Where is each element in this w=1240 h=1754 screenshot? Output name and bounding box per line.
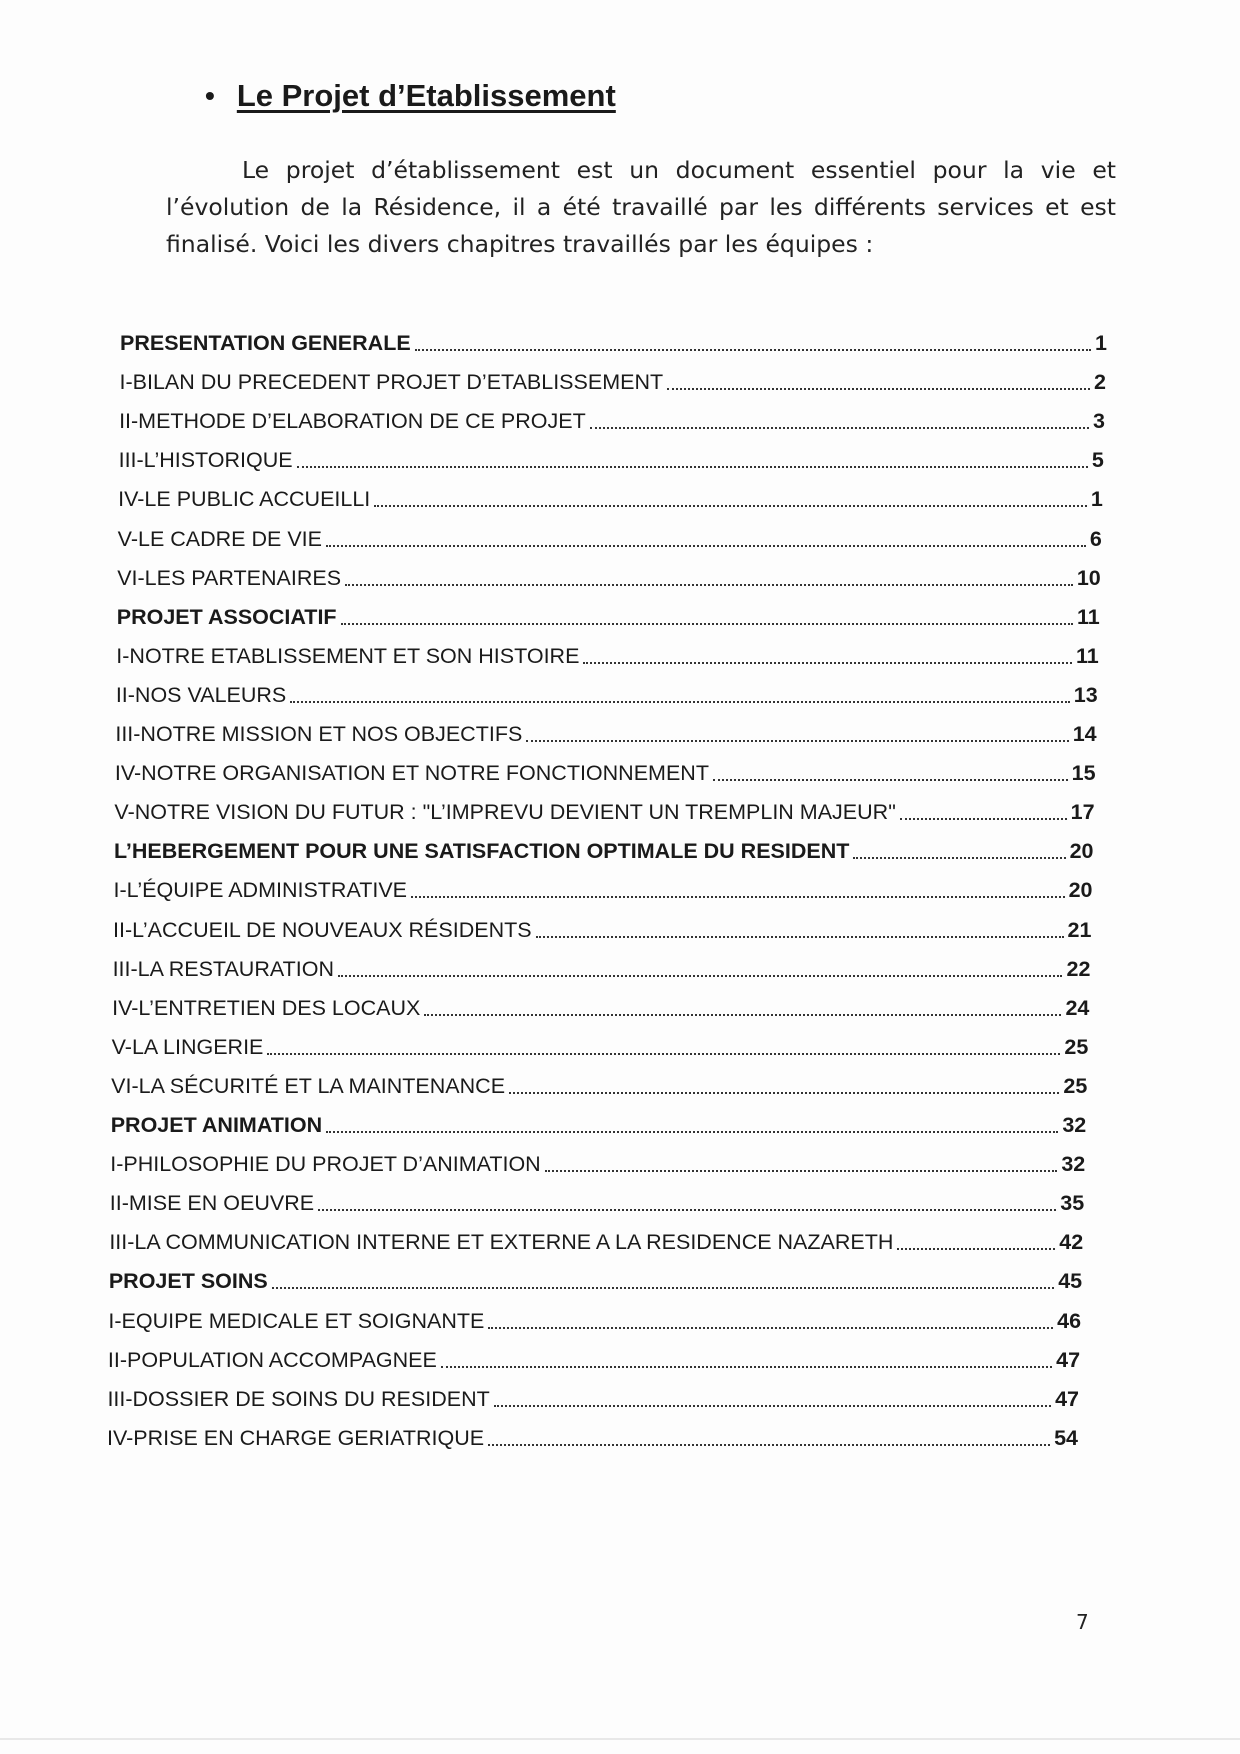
toc-entry [109, 1260, 1082, 1294]
toc-entry-page: 21 [1067, 917, 1092, 942]
toc-entry-label: III-LA RESTAURATION [112, 956, 334, 981]
toc-leader-dots [341, 623, 1073, 625]
toc-entry-page: 24 [1065, 995, 1090, 1020]
bullet-icon: • [205, 80, 215, 111]
toc-entry-page: 2 [1093, 370, 1106, 395]
toc-leader-dots [488, 1327, 1053, 1329]
toc-entry-label: III-L’HISTORIQUE [118, 448, 293, 473]
toc-entry-page: 25 [1064, 1034, 1089, 1059]
toc-entry [112, 1026, 1089, 1060]
toc-entry-label: IV-PRISE EN CHARGE GERIATRIQUE [107, 1425, 485, 1450]
toc-leader-dots [667, 388, 1090, 390]
toc-entry-label: PROJET SOINS [108, 1269, 268, 1294]
page-bottom-edge [0, 1738, 1240, 1740]
toc-entry-label: L’HEBERGEMENT POUR UNE SATISFACTION OPTIMALE DU RESIDENT [113, 839, 850, 864]
toc-entry-label: VI-LA SÉCURITÉ ET LA MAINTENANCE [111, 1073, 506, 1098]
toc-entry-label: PROJET ASSOCIATIF [116, 604, 337, 629]
toc-entry-page: 42 [1059, 1230, 1084, 1255]
toc-entry [115, 713, 1096, 747]
toc-entry-page: 11 [1075, 643, 1099, 668]
toc-entry-page: 6 [1089, 526, 1102, 551]
toc-entry-label: I-NOTRE ETABLISSEMENT ET SON HISTOIRE [116, 643, 580, 668]
toc-leader-dots [411, 896, 1065, 898]
toc-leader-dots [494, 1405, 1051, 1407]
toc-leader-dots [272, 1287, 1054, 1289]
toc-entry [116, 635, 1098, 669]
toc-entry-page: 32 [1061, 1152, 1086, 1177]
intro-paragraph: Le projet d’établissement est un document essentiel pour la vie et l’évolution de la Résidence, il a été travaillé par les différents services et est finalisé. Voici les divers chapitres travaillés par les équipes : [166, 156, 1116, 258]
toc-entry-label: I-BILAN DU PRECEDENT PROJET D’ETABLISSEMENT [119, 370, 664, 395]
toc-leader-dots [536, 936, 1064, 938]
toc-entry-label: II-MISE EN OEUVRE [109, 1191, 315, 1216]
toc-entry-label: II-NOS VALEURS [115, 682, 287, 707]
toc-entry [108, 1300, 1081, 1334]
toc-entry-page: 54 [1054, 1425, 1078, 1450]
toc-entry-page: 22 [1066, 956, 1091, 981]
toc-entry-page: 20 [1068, 878, 1093, 903]
toc-entry-label: III-LA COMMUNICATION INTERNE ET EXTERNE A LA RESIDENCE NAZARETH [109, 1230, 894, 1255]
toc-leader-dots [326, 1131, 1058, 1133]
toc-entry [112, 987, 1089, 1021]
toc-entry [110, 1182, 1084, 1216]
toc-entry [120, 361, 1106, 395]
toc-leader-dots [345, 584, 1073, 586]
toc-entry [108, 1339, 1080, 1373]
toc-entry-page: 20 [1069, 839, 1094, 864]
heading-title: Le Projet d’Etablissement [236, 78, 616, 113]
section-heading [205, 78, 616, 114]
toc-entry-page: 15 [1071, 761, 1096, 786]
toc-entry-page: 5 [1091, 448, 1104, 473]
toc-leader-dots [897, 1248, 1055, 1250]
toc-entry-label: I-L’ÉQUIPE ADMINISTRATIVE [113, 878, 407, 903]
toc-entry-page: 45 [1058, 1269, 1083, 1294]
toc-entry [113, 948, 1091, 982]
toc-leader-dots [900, 818, 1067, 820]
toc-entry [109, 1221, 1083, 1255]
toc-entry [110, 1143, 1085, 1177]
page-number: 7 [1076, 1610, 1089, 1634]
toc-leader-dots [545, 1170, 1058, 1172]
toc-entry [117, 557, 1101, 591]
toc-entry [119, 400, 1105, 434]
toc-leader-dots [713, 779, 1068, 781]
toc-entry [111, 1104, 1087, 1138]
toc-entry-page: 10 [1076, 565, 1101, 590]
toc-entry-label: PRESENTATION GENERALE [120, 331, 411, 355]
toc-leader-dots [424, 1014, 1061, 1016]
toc-entry-label: V-LE CADRE DE VIE [117, 526, 322, 551]
toc-leader-dots [441, 1366, 1052, 1368]
toc-entry [118, 478, 1103, 512]
toc-entry-label: V-LA LINGERIE [111, 1034, 264, 1059]
toc-entry-label: VI-LES PARTENAIRES [117, 565, 342, 590]
toc-leader-dots [297, 466, 1088, 468]
toc-entry-page: 32 [1062, 1113, 1087, 1137]
toc-entry [115, 752, 1096, 786]
toc-entry [114, 791, 1094, 825]
toc-entry-page: 1 [1095, 331, 1107, 355]
toc-entry [119, 439, 1104, 473]
toc-entry-page: 14 [1072, 722, 1097, 746]
toc-entry-label: III-DOSSIER DE SOINS DU RESIDENT [107, 1386, 490, 1411]
toc-entry-label: IV-L’ENTRETIEN DES LOCAUX [112, 995, 421, 1020]
toc-entry [111, 1065, 1087, 1099]
toc-entry [107, 1378, 1079, 1412]
toc-entry-page: 11 [1077, 604, 1100, 629]
toc-entry-label: II-L’ACCUEIL DE NOUVEAUX RÉSIDENTS [113, 917, 532, 942]
toc-entry [114, 830, 1094, 864]
toc-entry-label: III-NOTRE MISSION ET NOS OBJECTIFS [115, 722, 523, 746]
toc-entry-label: V-NOTRE VISION DU FUTUR : "L’IMPREVU DEVIENT UN TREMPLIN MAJEUR" [114, 800, 896, 825]
toc-entry-page: 17 [1070, 800, 1095, 825]
toc-entry-page: 35 [1060, 1191, 1085, 1216]
toc-entry-label: I-PHILOSOPHIE DU PROJET D’ANIMATION [110, 1152, 541, 1177]
toc-leader-dots [526, 740, 1068, 742]
toc-entry [116, 674, 1098, 708]
toc-entry [113, 909, 1091, 943]
toc-leader-dots [326, 545, 1086, 547]
toc-leader-dots [290, 701, 1069, 703]
toc-entry-label: I-EQUIPE MEDICALE ET SOIGNANTE [108, 1308, 485, 1333]
toc-entry-page: 1 [1090, 487, 1103, 512]
toc-leader-dots [338, 975, 1063, 977]
toc-entry-label: PROJET ANIMATION [110, 1113, 323, 1137]
toc-entry-label: II-METHODE D’ELABORATION DE CE PROJET [119, 409, 586, 434]
toc-leader-dots [415, 349, 1091, 351]
toc-entry-page: 25 [1063, 1073, 1088, 1098]
toc-leader-dots [318, 1209, 1056, 1211]
table-of-contents [0, 322, 1240, 1622]
toc-entry [107, 1417, 1078, 1451]
toc-entry-page: 46 [1057, 1308, 1082, 1333]
toc-entry-label: IV-LE PUBLIC ACCUEILLI [118, 487, 371, 512]
toc-entry-page: 13 [1073, 682, 1098, 707]
toc-leader-dots [488, 1444, 1050, 1446]
toc-entry-page: 47 [1056, 1347, 1081, 1372]
toc-entry-label: IV-NOTRE ORGANISATION ET NOTRE FONCTIONNEMENT [114, 761, 709, 786]
toc-leader-dots [583, 662, 1072, 664]
toc-entry [120, 322, 1107, 356]
toc-leader-dots [853, 857, 1065, 859]
toc-leader-dots [509, 1092, 1059, 1094]
toc-entry [118, 518, 1102, 552]
toc-leader-dots [590, 427, 1089, 429]
toc-entry-page: 47 [1055, 1386, 1080, 1411]
toc-entry-page: 3 [1092, 409, 1105, 434]
toc-entry-label: II-POPULATION ACCOMPAGNEE [107, 1347, 437, 1372]
toc-leader-dots [267, 1053, 1060, 1055]
toc-leader-dots [374, 505, 1087, 507]
toc-entry [117, 596, 1100, 630]
toc-entry [114, 869, 1093, 903]
